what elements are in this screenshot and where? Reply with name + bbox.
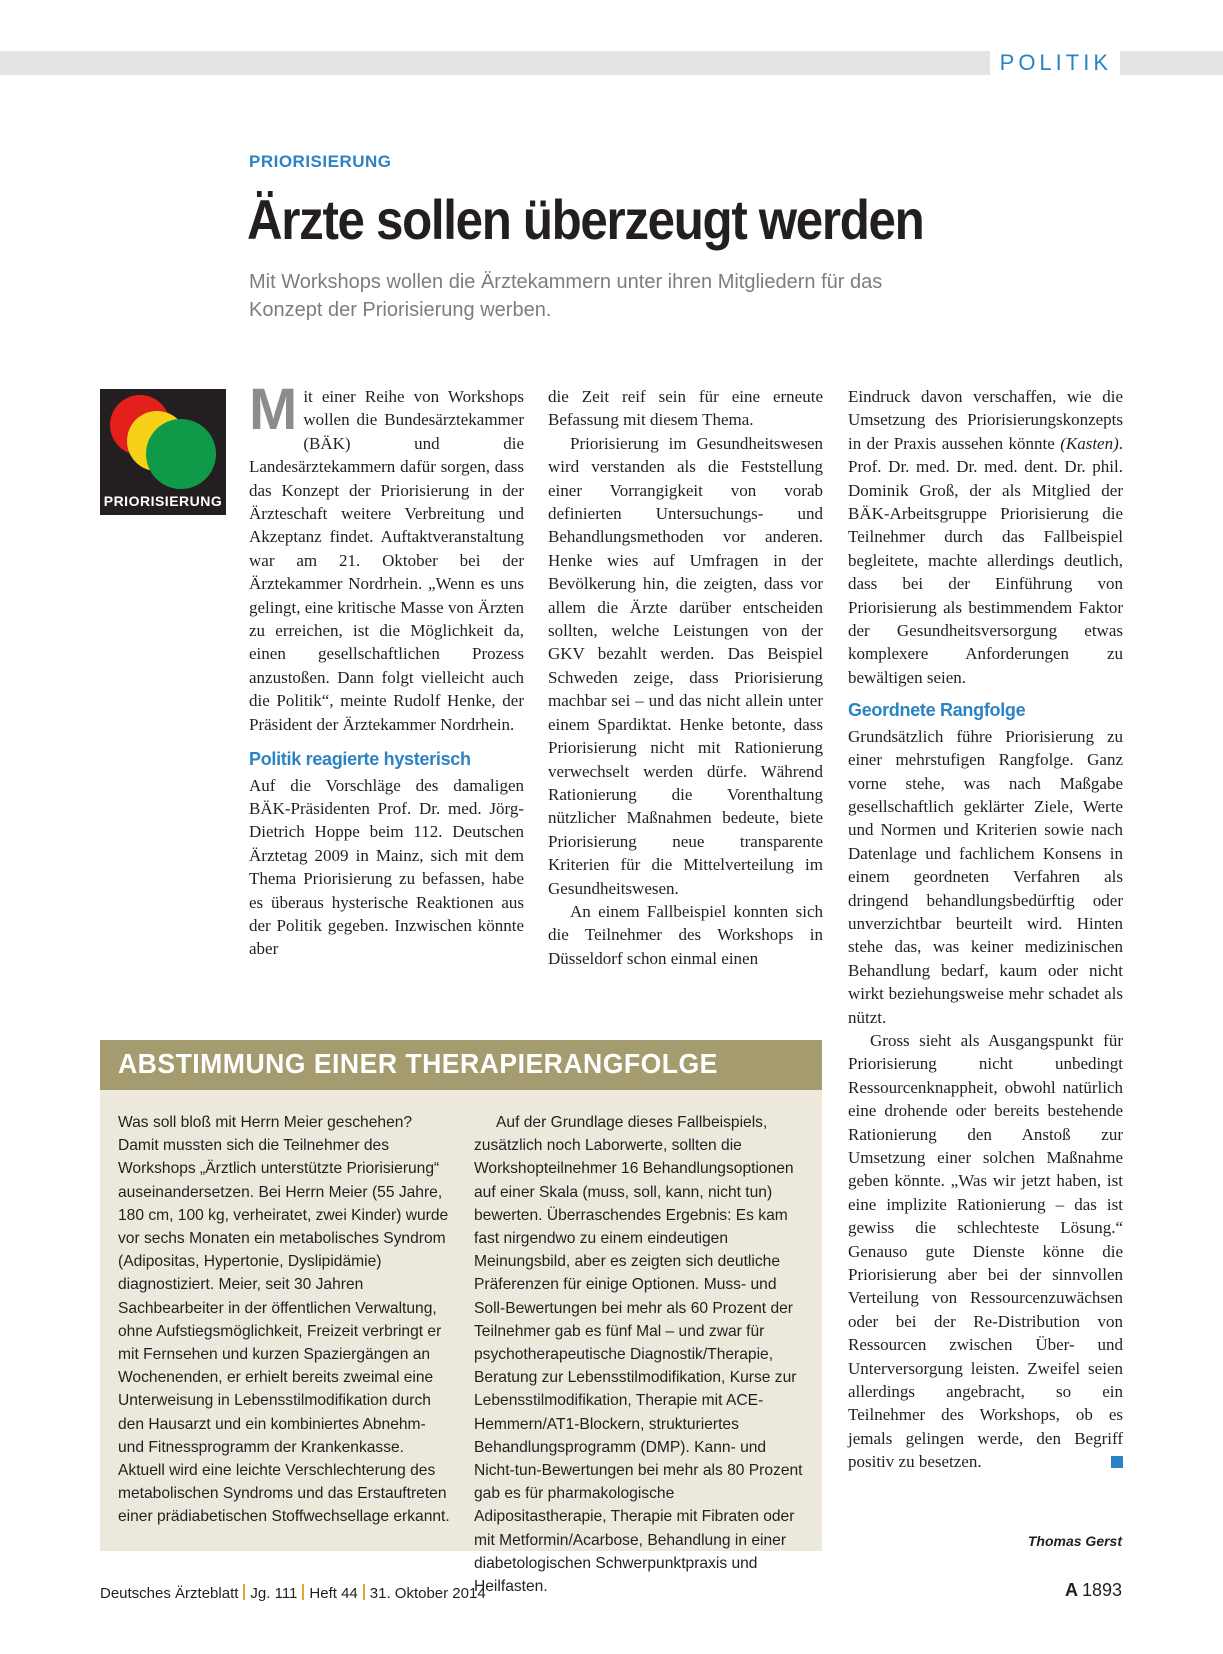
article-paragraph — [848, 1029, 1123, 1474]
section-heading: Geordnete Rangfolge — [848, 700, 1026, 721]
logo-label: PRIORISIERUNG — [103, 493, 223, 509]
separator — [243, 1584, 245, 1600]
article-paragraph — [848, 385, 1123, 689]
paragraph-text: . Prof. Dr. med. Dr. med. dent. Dr. phil. Dominik Groß, der als Mitglied der BÄK-Arbeitsgruppe Priorisierung die Teilnehmer durch das Fallbeispiel begleitete, machte allerdings deutlich, dass bei der Einführung von Priorisierung als bestimmendem Faktor der Gesundheitsversorgung etwas komplexere Anforderungen zu bewältigen seien. — [848, 433, 1123, 687]
article-paragraph: Grundsätzlich führe Priorisierung zu einer mehrstufigen Rangfolge. Ganz vorne stehe, was nach Maßgabe gesellschaftlich geklärter Ziele, Werte und Normen und Kriterien sowie nach Datenlage und fachlichem Konsens in einem geordneten Verfahren als dringend behandlungsbedürftig oder unverzichtbar beurteilt wird. Hinten stehe das, was keiner medizinischen Behandlung bedarf, kaum oder nicht wirkt beziehungsweise mehr schadet als nützt. — [848, 726, 1123, 1027]
section-heading: Politik reagierte hysterisch — [249, 749, 471, 770]
article-paragraph: Auf die Vorschläge des damaligen BÄK-Präsidenten Prof. Dr. med. Jörg-Dietrich Hoppe beim 112. Deutschen Ärztetag 2009 in Mainz, sich mit dem Thema Priorisierung zu befassen, habe es überaus hysterische Reaktionen aus der Politik gegeben. Inzwischen könnte aber — [249, 775, 524, 959]
journal-name: Deutsches Ärzteblatt — [100, 1585, 239, 1602]
article-paragraph: die Zeit reif sein für eine erneute Befassung mit diesem Thema. — [548, 387, 823, 430]
section-label: POLITIK — [990, 48, 1120, 78]
page-number-value: 1893 — [1081, 1580, 1122, 1600]
article-paragraph: An einem Fallbeispiel konnten sich die Teilnehmer des Workshops in Düsseldorf schon einmal einen — [548, 901, 823, 968]
journal-issue: Heft 44 — [309, 1585, 358, 1602]
article-column-3 — [848, 385, 1123, 1474]
page-number — [1065, 1580, 1122, 1601]
box-reference: (Kasten) — [1060, 433, 1119, 453]
paragraph-text: it einer Reihe von Workshops wollen die Bundesärztekammer (BÄK) und die Landesärztekammern dafür sorgen, dass das Konzept der Priorisierung in der Ärzteschaft weitere Verbreitung und Akzeptanz findet. Auftaktveranstaltung war am 21. Oktober bei der Ärztekammer Nordrhein. „Wenn es uns gelingt, eine kritische Masse von Ärzten zu erreichen, ist die Möglichkeit da, einen gesellschaftlichen Prozess anzustoßen. Dann folgt vielleicht auch die Politik“, meinte Rudolf Henke, der Präsident der Ärztekammer Nordrhein. — [249, 387, 524, 734]
paragraph-text: Eindruck davon verschaffen, wie die Umsetzung des Priorisierungskonzepts in der Praxis aussehen könnte — [848, 387, 1123, 453]
info-box-column-2 — [474, 1111, 806, 1598]
article-column-2 — [548, 385, 823, 970]
author-name: Thomas Gerst — [1027, 1533, 1122, 1549]
separator — [302, 1584, 304, 1600]
article-title: Ärzte sollen überzeugt werden — [247, 188, 924, 251]
article-paragraph — [249, 377, 524, 736]
drop-cap: M — [249, 377, 298, 442]
journal-volume: Jg. 111 — [250, 1585, 298, 1602]
info-box-header — [100, 1040, 822, 1090]
article-kicker: PRIORISIERUNG — [249, 152, 392, 171]
info-box-title: ABSTIMMUNG EINER THERAPIERANGFOLGE — [118, 1048, 718, 1079]
page-prefix: A — [1064, 1580, 1078, 1600]
separator — [363, 1584, 365, 1600]
priorisierung-logo — [100, 389, 226, 515]
green-circle-icon — [146, 419, 216, 489]
info-box-paragraph: Was soll bloß mit Herrn Meier geschehen? Damit mussten sich die Teilnehmer des Workshops „Ärztlich unterstützte Priorisierung“ auseinandersetzen. Bei Herrn Meier (55 Jahre, 180 cm, 100 kg, verheiratet, zwei Kinder) wurde vor sechs Monaten ein metabolisches Syndrom (Adipositas, Hypertonie, Dyslipidämie) diagnostiziert. Meier, seit 30 Jahren Sachbearbeiter in der öffentlichen Verwaltung, ohne Aufstiegsmöglichkeit, Freizeit verbringt er mit Fernsehen und kurzen Spaziergängen an Wochenenden, er erhielt bereits zweimal eine Unterweisung in Lebensstilmodifikation durch den Hausarzt und ein kombiniertes Abnehm- und Fitnessprogramm der Krankenkasse. Aktuell wird eine leichte Verschlechterung des metabolischen Syndroms und das Erstauftreten einer prädiabetischen Stoffwechsellage erkannt. — [118, 1114, 450, 1526]
issue-date: 31. Oktober 2014 — [369, 1585, 486, 1602]
paragraph-text: Gross sieht als Ausgangspunkt für Priorisierung nicht unbedingt Ressourcenknappheit, obwohl natürlich eine drohende oder bereits bestehende Rationierung den Anstoß zur Umsetzung einer solchen Maßnahme geben könnte. „Was wir jetzt haben, ist eine implizite Rationierung – das ist gewiss die schlechteste Lösung.“ Genauso gute Dienste könne die Priorisierung aber bei der sinnvollen Verteilung von Ressourcenzuwächsen oder bei der Re-Distribution von Ressourcen zwischen Über- und Unterversorgung leisten. Zweifel seien allerdings angebracht, so ein Teilnehmer des Workshops, ob es jemals gelingen werde, den Begriff positiv zu besetzen. — [848, 1030, 1123, 1472]
article-paragraph: Priorisierung im Gesundheitswesen wird verstanden als die Feststellung einer Vorrangigkeit von vorab definierten Untersuchungs- und Behandlungsmethoden vor anderen. Henke wies auf Umfragen in der Bevölkerung hin, die zeigten, dass vor allem die Ärzte darüber entscheiden sollten, welche Leistungen von der GKV bezahlt werden. Das Beispiel Schweden zeige, dass Priorisierung machbar sei – und das nicht allein unter einem Spardiktat. Henke betonte, dass Priorisierung nicht mit Rationierung verwechselt werden dürfe. Während Rationierung die Vorenthaltung nützlicher Maßnahmen bedeute, biete Priorisierung neue transparente Kriterien für die Mittelverteilung im Gesundheitswesen. — [548, 433, 823, 898]
end-mark-icon — [1111, 1456, 1123, 1468]
article-subtitle: Mit Workshops wollen die Ärztekammern unter ihren Mitgliedern für das Konzept der Priorisierung werben. — [249, 271, 883, 321]
info-box-column-1 — [118, 1111, 450, 1529]
footer-citation — [100, 1584, 486, 1602]
info-box-paragraph: Auf der Grundlage dieses Fallbeispiels, zusätzlich noch Laborwerte, sollten die Workshopteilnehmer 16 Behandlungsoptionen auf einer Skala (muss, soll, kann, nicht tun) bewerten. Überraschendes Ergebnis: Es kam fast nirgendwo zu einem eindeutigen Meinungsbild, aber es zeigten sich deutliche Präferenzen für einige Optionen. Muss- und Soll-Bewertungen bei mehr als 60 Prozent der Teilnehmer gab es fünf Mal – und zwar für psychotherapeutische Diagnostik/Therapie, Beratung zur Lebensstilmodifikation, Kurse zur Lebensstilmodifikation, Therapie mit ACE-Hemmern/AT1-Blockern, strukturiertes Behandlungsprogramm (DMP). Kann- und Nicht-tun-Bewertungen bei mehr als 80 Prozent gab es für pharmakologische Adipositastherapie, Therapie mit Fibraten oder mit Metformin/Acarbose, Behandlung in einer diabetologischen Schwerpunktpraxis und Heilfasten. — [474, 1114, 803, 1596]
article-column-1 — [249, 377, 524, 961]
